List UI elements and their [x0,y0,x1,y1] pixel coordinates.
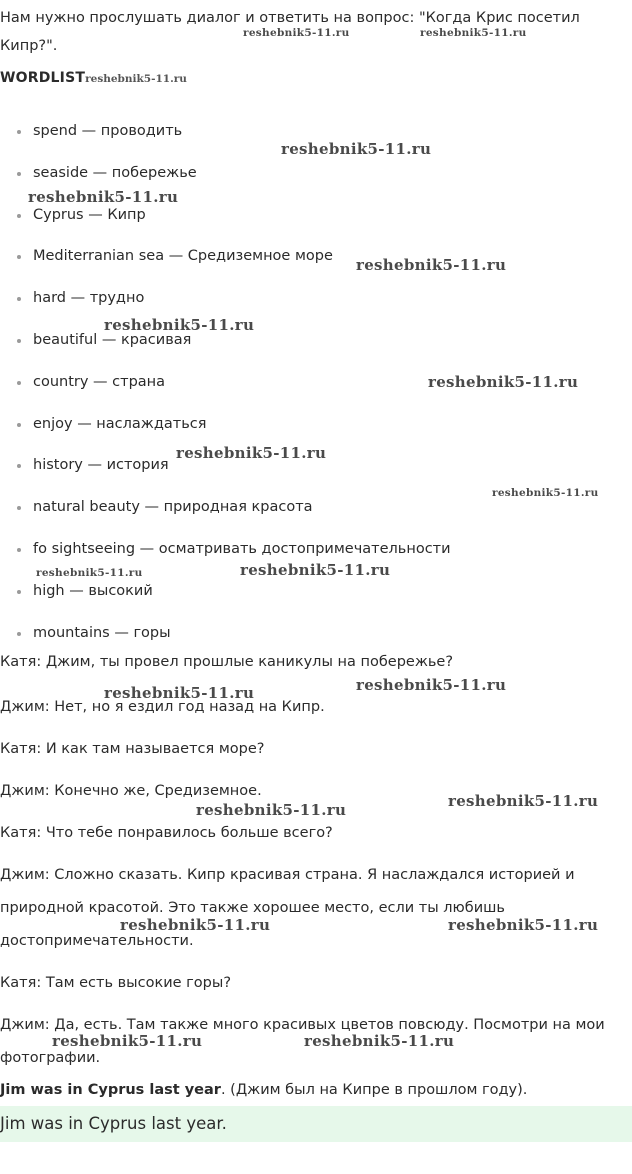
intro-text: Нам нужно прослушать диалог и ответить на вопрос: "Когда Крис посетил Кипр?". [0,10,580,54]
bullet-icon [17,506,21,510]
bullet-icon [17,590,21,594]
bullet-icon [17,423,21,427]
dialog-line: Катя: Там есть высокие горы? [0,975,232,991]
watermark: reshebnik5-11.ru [104,316,255,334]
watermark: reshebnik5-11.ru [196,801,347,819]
watermark: reshebnik5-11.ru [428,373,579,391]
answer-bold: Jim was in Cyprus last year [0,1082,221,1098]
wordlist-heading: WORDLIST [0,70,86,86]
bullet-icon [17,130,21,134]
dialog-line: достопримечательности. [0,933,194,949]
watermark: reshebnik5-11.ru [304,1032,455,1050]
bullet-icon [17,464,21,468]
watermark: reshebnik5-11.ru [104,684,255,702]
bullet-icon [17,548,21,552]
watermark-inline: reshebnik5-11.ru [85,73,187,85]
watermark: reshebnik5-11.ru [36,567,143,579]
dialog-line: природной красотой. Это также хорошее место, если ты любишь [0,900,505,916]
bullet-icon [17,214,21,218]
watermark: reshebnik5-11.ru [120,916,271,934]
dialog-line: Катя: И как там называется море? [0,741,265,757]
answer-box: Jim was in Cyprus last year. [0,1106,632,1142]
word-entry: spend — проводить [33,123,183,139]
bullet-icon [17,172,21,176]
dialog-line: Катя: Джим, ты провел прошлые каникулы на побережье? [0,654,454,670]
bullet-icon [17,381,21,385]
word-entry: mountains — горы [33,624,171,641]
answer-translation: . (Джим был на Кипре в прошлом году). [220,1082,528,1098]
word-entry: high — высокий [33,582,153,599]
watermark: reshebnik5-11.ru [281,140,432,158]
watermark: reshebnik5-11.ru [28,188,179,206]
word-entry: hard — трудно [33,290,145,307]
dialog-line: Джим: Сложно сказать. Кипр красивая страна. Я наслаждался историей и [0,867,575,883]
watermark: reshebnik5-11.ru [52,1032,203,1050]
dialog-line: Джим: Конечно же, Средиземное. [0,783,262,799]
watermark: reshebnik5-11.ru [492,487,599,499]
word-entry: Cyprus — Кипр [33,206,146,223]
word-entry: history — история [33,457,169,474]
watermark: reshebnik5-11.ru [420,27,527,39]
word-entry: seaside — побережье [33,164,197,181]
bullet-icon [17,255,21,259]
watermark: reshebnik5-11.ru [448,916,599,934]
watermark: reshebnik5-11.ru [356,256,507,274]
list-item [0,494,451,536]
dialog-line: Джим: Нет, но я ездил год назад на Кипр. [0,699,325,715]
dialog-line: Джим: Да, есть. Там также много красивых цветов повсюду. Посмотри на мои [0,1017,605,1033]
bullet-icon [17,339,21,343]
word-entry: natural beauty — природная красота [33,499,313,516]
list-item [0,578,451,620]
dialog-line: фотографии. [0,1050,101,1066]
word-entry: fo sightseeing — осматривать достопримечательности [33,540,451,557]
bullet-icon [17,632,21,636]
watermark: reshebnik5-11.ru [448,792,599,810]
list-item [0,369,451,411]
bullet-icon [17,297,21,301]
watermark: reshebnik5-11.ru [356,676,507,694]
wordlist-title [0,70,187,86]
word-entry: beautiful — красивая [33,331,192,348]
word-entry: country — страна [33,373,166,390]
word-entry: Mediterranian sea — Средиземное море [33,248,333,265]
watermark: reshebnik5-11.ru [243,27,350,39]
watermark: reshebnik5-11.ru [240,561,391,579]
answer-line [0,1079,527,1101]
list-item [0,202,451,244]
dialog-line: Катя: Что тебе понравилось больше всего? [0,825,333,841]
watermark: reshebnik5-11.ru [176,444,327,462]
word-entry: enjoy — наслаждаться [33,415,207,432]
